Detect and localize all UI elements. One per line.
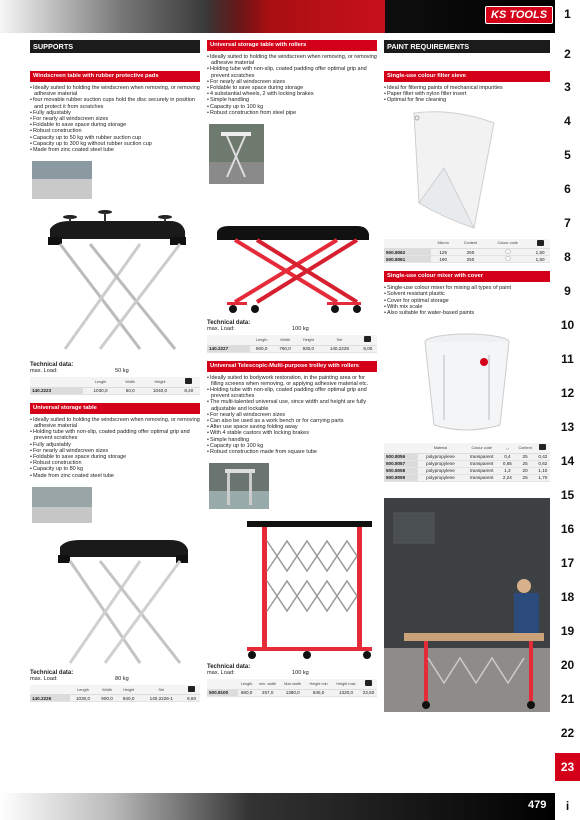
feature-item: • With mix scale <box>384 304 550 310</box>
nav-16[interactable]: 16 <box>560 522 575 536</box>
nav-8[interactable]: 8 <box>564 250 571 264</box>
article-number: 500.8058 <box>384 467 418 474</box>
nav-1[interactable]: 1 <box>564 7 571 21</box>
cell: 1320,0 <box>332 689 360 696</box>
feature-item: • Ideally suited to holding the windscreen when removing, or removing adhesive material <box>30 85 200 97</box>
feature-item: • Solvent resistant plastic <box>384 291 550 297</box>
article-number: 500.8061 <box>384 256 431 263</box>
spec-table <box>207 679 377 697</box>
feature-item: • For nearly all windscreen sizes <box>30 116 200 122</box>
colour-swatch <box>485 249 530 256</box>
cell: transparent <box>463 474 500 481</box>
feature-item: • Capacity up to 50 kg with rubber suction cup <box>30 135 200 141</box>
product-title: Universal storage table <box>30 403 200 414</box>
weight-icon <box>360 679 377 689</box>
cell: 190 <box>431 256 456 263</box>
feature-item: • Capacity up to 300 kg without rubber suction cup <box>30 141 200 147</box>
product-title: Windscreen table with rubber protective pads <box>30 71 200 82</box>
nav-15[interactable]: 15 <box>560 488 575 502</box>
tech-title: Technical data: <box>207 664 251 671</box>
feature-list <box>207 54 377 116</box>
product-image-telescopic-trolley <box>207 461 377 661</box>
feature-list <box>207 375 377 456</box>
col-header: Height <box>297 335 320 345</box>
col-header: Content <box>456 239 485 249</box>
nav-20[interactable]: 20 <box>560 658 575 672</box>
feature-item: • The multi-talented universal use, since width and height are fully adjustable and lockable <box>207 399 377 411</box>
cell: 1040,0 <box>142 387 177 394</box>
cell: 20 <box>515 467 536 474</box>
article-number: 140.2223 <box>30 387 83 394</box>
cell: 1,50 <box>530 249 550 256</box>
nav-5[interactable]: 5 <box>564 148 571 162</box>
feature-item: • Optimal for fine cleaning <box>384 97 550 103</box>
cell: 1380,0 <box>280 689 305 696</box>
feature-list <box>384 285 550 316</box>
product-image-filter-sieve <box>384 108 550 236</box>
cell: 250 <box>456 256 485 263</box>
col-header: Material <box>418 443 464 453</box>
table-row <box>384 467 550 474</box>
cell: 6,60 <box>183 695 200 702</box>
cell: 930,0 <box>297 345 320 352</box>
header-accent <box>205 0 385 33</box>
product-photo-trolley-in-use <box>384 498 550 712</box>
cell: 1,10 <box>536 467 550 474</box>
feature-item: • Foldable to save space during storage <box>30 122 200 128</box>
feature-item: • Capacity up to 100 kg <box>207 104 377 110</box>
col-header: Set <box>139 685 183 695</box>
col-header: Content <box>515 443 536 453</box>
col-header: Set <box>320 335 359 345</box>
feature-item: • Foldable to save space during storage <box>207 85 377 91</box>
load-label: max. Load: <box>30 368 58 375</box>
cell: 250 <box>456 249 485 256</box>
col-header: Max width <box>280 679 305 689</box>
cell: 900,0 <box>250 345 274 352</box>
weight-icon <box>183 685 200 695</box>
feature-item: • After use space saving folding away <box>207 424 377 430</box>
feature-item: • Foldable to save space during storage <box>30 454 200 460</box>
cell: 880,0 <box>238 689 255 696</box>
nav-3[interactable]: 3 <box>564 80 571 94</box>
article-number: 140.2226 <box>30 695 70 702</box>
cell: 257,0 <box>255 689 280 696</box>
cell: 8,00 <box>359 345 377 352</box>
cell: polypropylene <box>418 467 464 474</box>
feature-item: • Paper filter with nylon filter insert <box>384 91 550 97</box>
weight-icon <box>178 377 200 387</box>
feature-item: • Ideally suited to holding the windscreen when removing, or removing adhesive material <box>30 417 200 429</box>
feature-item: • For nearly all windscreen sizes <box>207 79 377 85</box>
weight-icon <box>536 443 550 453</box>
nav-19[interactable]: 19 <box>560 624 575 638</box>
cell: transparent <box>463 467 500 474</box>
col-header: Width <box>273 335 296 345</box>
load-label: max. Load: <box>207 326 235 333</box>
feature-item: • Made from zinc coated steel tube <box>30 147 200 153</box>
cell: 25 <box>515 453 536 460</box>
table-row <box>384 249 550 256</box>
feature-list <box>30 85 200 153</box>
nav-6[interactable]: 6 <box>564 182 571 196</box>
nav-2[interactable]: 2 <box>564 47 571 61</box>
column-supports <box>30 40 200 702</box>
product-title: Universal storage table with rollers <box>207 40 377 51</box>
feature-item: • Made from zinc coated steel tube <box>30 473 200 479</box>
cell: 140.2226-1 <box>139 695 183 702</box>
feature-item: • Simple handling <box>207 437 377 443</box>
cell: 25 <box>515 474 536 481</box>
nav-index[interactable]: i <box>565 799 570 813</box>
nav-21[interactable]: 21 <box>560 692 575 706</box>
article-number: 500.8062 <box>384 249 431 256</box>
load-value: 100 kg <box>292 326 309 333</box>
feature-item: • With 4 stable castors with locking brakes <box>207 430 377 436</box>
cell: 1,70 <box>536 474 550 481</box>
cell: 0,42 <box>536 453 550 460</box>
feature-item: • Holding tube with non-slip, coated padding offer optimal grip and prevent scratches <box>30 429 200 441</box>
feature-item: • four movable rubber suction cups hold the disc securely in position and protect it from scratches <box>30 97 200 109</box>
cell: 0,65 <box>500 460 514 467</box>
table-row <box>30 387 200 394</box>
feature-item: • Robust construction from steel pipe <box>207 110 377 116</box>
col-header: Length <box>83 377 118 387</box>
product-image-windscreen-table <box>30 159 200 359</box>
load-value: 100 kg <box>292 670 309 677</box>
feature-item: • Ideally suited to bodywork restoration, in the painting area or for filling screens when removing, or applying adhesive material etc. <box>207 375 377 387</box>
product-image-colour-mixer <box>384 320 550 440</box>
table-row <box>384 453 550 460</box>
cell: polypropylene <box>418 474 464 481</box>
feature-item: • For nearly all windscreen sizes <box>207 412 377 418</box>
spec-table <box>30 685 200 703</box>
table-row <box>207 689 377 696</box>
page-number: 479 <box>528 799 547 811</box>
feature-item: • Also suitable for water-based paints <box>384 310 550 316</box>
feature-item: • Robust construction made from square tube <box>207 449 377 455</box>
nav-9[interactable]: 9 <box>564 284 571 298</box>
colour-swatch <box>485 256 530 263</box>
column-storage <box>207 40 377 697</box>
tech-data <box>207 664 377 676</box>
feature-item: • Ideally suited to holding the windscreen when removing, or removing adhesive material <box>207 54 377 66</box>
chapter-nav <box>555 0 580 820</box>
article-number: 500.8100 <box>207 689 238 696</box>
tech-data <box>30 362 200 374</box>
section-title: PAINT REQUIREMENTS <box>384 40 550 53</box>
product-title: Universal Telescopic-Multi-purpose trolley with rollers <box>207 361 377 372</box>
cell: 50,0 <box>118 387 142 394</box>
load-value: 50 kg <box>115 368 129 375</box>
article-number: 500.8059 <box>384 474 418 481</box>
col-header: Colour code <box>485 239 530 249</box>
nav-12[interactable]: 12 <box>560 386 575 400</box>
article-number: 140.2227 <box>207 345 250 352</box>
nav-17[interactable]: 17 <box>560 556 575 570</box>
cell: 1030,0 <box>70 695 96 702</box>
feature-item: • Simple handling <box>207 97 377 103</box>
feature-item: • 4 substantial wheels, 2 with locking brakes <box>207 91 377 97</box>
cell: 940,0 <box>118 695 140 702</box>
feature-item: • For nearly all windscreen sizes <box>30 448 200 454</box>
article-number: 500.8057 <box>384 460 418 467</box>
nav-14[interactable]: 14 <box>560 454 575 468</box>
col-header: Height max <box>332 679 360 689</box>
feature-item: • Robust construction <box>30 460 200 466</box>
cell: 0,62 <box>536 460 550 467</box>
col-header: Height <box>142 377 177 387</box>
col-header: Colour code <box>463 443 500 453</box>
tech-title: Technical data: <box>30 362 74 369</box>
table-row <box>207 345 377 352</box>
cup-icon: ◡ <box>500 443 514 453</box>
brand-logo: KS TOOLS <box>485 6 553 24</box>
cell: transparent <box>463 460 500 467</box>
col-header: min. width <box>255 679 280 689</box>
spec-table <box>384 239 550 264</box>
product-image-roller-table <box>207 122 377 317</box>
footer-bar <box>0 793 555 820</box>
col-header: Width <box>118 377 142 387</box>
col-header: Width <box>96 685 118 695</box>
cell: 1,50 <box>530 256 550 263</box>
cell: 760,0 <box>273 345 296 352</box>
feature-item: • Ideal for filtering paints of mechanical impurities <box>384 85 550 91</box>
col-header: Height <box>118 685 140 695</box>
feature-item: • Cover for optimal storage <box>384 298 550 304</box>
spec-table <box>30 377 200 395</box>
nav-11[interactable]: 11 <box>561 352 574 366</box>
cell: 845,0 <box>305 689 332 696</box>
feature-list <box>384 85 550 104</box>
nav-4[interactable]: 4 <box>564 114 571 128</box>
col-header: Micron <box>431 239 456 249</box>
feature-item: • Capacity up to 100 kg <box>207 443 377 449</box>
cell: 0,4 <box>500 453 514 460</box>
tech-title: Technical data: <box>30 669 74 676</box>
spec-table <box>384 443 550 482</box>
col-header: Height min <box>305 679 332 689</box>
article-number: 500.8056 <box>384 453 418 460</box>
cell: 1,3 <box>500 467 514 474</box>
nav-18[interactable]: 18 <box>560 590 575 604</box>
col-header: Length <box>250 335 274 345</box>
cell: 22,50 <box>360 689 377 696</box>
product-image-storage-table <box>30 485 200 667</box>
tech-data <box>30 670 200 682</box>
product-title: Single-use colour filter sieve <box>384 71 550 82</box>
feature-item: • Single-use colour mixer for mixing all types of paint <box>384 285 550 291</box>
feature-item: • Capacity up to 80 kg <box>30 466 200 472</box>
cell: transparent <box>463 453 500 460</box>
weight-icon <box>359 335 377 345</box>
col-header: Length <box>238 679 255 689</box>
cell: 140.2229 <box>320 345 359 352</box>
spec-table <box>207 335 377 353</box>
nav-13[interactable]: 13 <box>560 420 575 434</box>
feature-item: • Fully adjustably <box>30 110 200 116</box>
weight-icon <box>530 239 550 249</box>
cell: polypropylene <box>418 453 464 460</box>
cell: 25 <box>515 460 536 467</box>
cell: 125 <box>431 249 456 256</box>
nav-10[interactable]: 10 <box>560 318 575 332</box>
load-label: max. Load: <box>207 670 235 677</box>
table-row <box>30 695 200 702</box>
table-row <box>384 474 550 481</box>
column-paint <box>384 40 550 712</box>
nav-7[interactable]: 7 <box>564 216 571 230</box>
tech-data <box>207 320 377 332</box>
table-row <box>384 460 550 467</box>
product-title: Single-use colour mixer with cover <box>384 271 550 282</box>
load-value: 80 kg <box>115 675 129 682</box>
feature-item: • Fully adjustably <box>30 442 200 448</box>
nav-22[interactable]: 22 <box>560 726 575 740</box>
feature-item: • Holding tube with non-slip, coated padding offer optimal grip and prevent scratches <box>207 387 377 399</box>
nav-23[interactable]: 23 <box>555 753 580 781</box>
table-row <box>384 256 550 263</box>
feature-list <box>30 417 200 479</box>
feature-item: • Robust construction <box>30 128 200 134</box>
cell: 900,0 <box>96 695 118 702</box>
cell: polypropylene <box>418 460 464 467</box>
load-label: max. Load: <box>30 675 58 682</box>
section-title: SUPPORTS <box>30 40 200 53</box>
tech-title: Technical data: <box>207 320 251 327</box>
col-header: Length <box>70 685 96 695</box>
cell: 1030,0 <box>83 387 118 394</box>
cell: 2,24 <box>500 474 514 481</box>
feature-item: • Holding tube with non-slip, coated padding offer optimal grip and prevent scratches <box>207 66 377 78</box>
cell: 8,40 <box>178 387 200 394</box>
feature-item: • Can also be used as a work bench or for carrying parts <box>207 418 377 424</box>
